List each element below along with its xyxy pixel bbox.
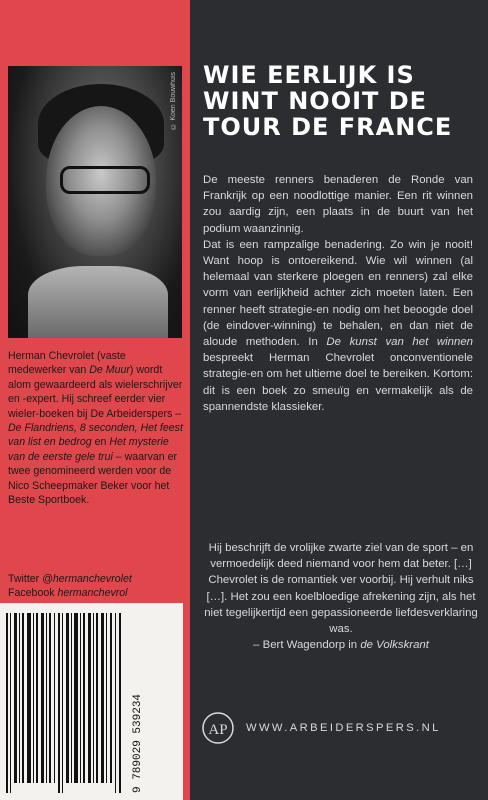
quote-source: de Volkskrant (360, 639, 429, 652)
title-line-1: WIE EERLIJK IS (203, 61, 415, 89)
twitter-line: Twitter @hermanchevrolet (8, 573, 132, 585)
author-hands (28, 266, 168, 338)
review-quote (200, 540, 482, 653)
bio-text-1: Herman Chevrolet (vaste medewerker van (8, 350, 126, 377)
bio-book-4: Het mysterie van de eerste gele trui (8, 436, 169, 463)
bio-books: De Flandriens, 8 seconden, Het feest van list en bedrog (8, 422, 183, 449)
blurb-book-title: De kunst van het winnen (326, 336, 473, 349)
publisher-logo-text: AP (208, 722, 228, 738)
barcode-box (0, 603, 183, 800)
bio-text-3: en (91, 436, 110, 449)
blurb-paragraph-2: Dat is een rampzalige benadering. Zo win je nooit! Want hoop is ontoereikend. Wie wil winnen (al helemaal van sterkere ploegen en renners) zal elke vorm van eerlijkheid achter zich moeten laten. Een renner heeft strategie-en nodig om het beoogde doel (de eindover-winning) te behalen, en dan niet de aloude methoden. In De kunst van het winnen bespreekt Herman Chevrolet onconventionele strategie-en om het ultieme doel te bereiken. Kortom: dit is een boek zo smeuïg en vermakelijk als de spannendste klassieker. (203, 238, 473, 413)
barcode (6, 613, 124, 793)
photo-credit: © Koen Bouwhuis (170, 72, 177, 130)
quote-text: Hij beschrijft de vrolijke zwarte ziel van de sport – en vermoedelijk deed niemand voor hem dat beter. […] Chevrolet is de romantiek ver voorbij. Hij verhult niks […]. Het zou een koelbloedige afrekening zijn, als het niet tegelijkertijd een gepassioneerde liefdesverklaring was. (204, 542, 478, 636)
bio-text-2: ) wordt alom gewaardeerd als wielerschrijver en -expert. Hij schreef eerder vier wieler-boeken bij De Arbeiderspers – (8, 364, 183, 420)
author-bio (8, 349, 184, 507)
title-line-3: TOUR DE FRANCE (203, 113, 453, 141)
book-blurb (203, 172, 473, 415)
twitter-handle: @hermanchevrolet (42, 573, 132, 585)
facebook-handle: hermanchevrol (57, 587, 128, 600)
book-title (203, 62, 473, 140)
publisher-website[interactable]: WWW.ARBEIDERSPERS.NL (246, 722, 441, 734)
author-social (8, 572, 184, 601)
facebook-line: Facebook hermanchevrol (8, 587, 128, 600)
blurb-paragraph-1: De meeste renners benaderen de Ronde van Frankrijk op een noodlottige manier. Een rit winnen zou aardig zijn, een plaats in de buurt van het podium waanzinnig. (203, 174, 473, 235)
bio-magazine: De Muur (89, 364, 130, 377)
title-line-2: WINT NOOIT DE (203, 87, 428, 115)
quote-attribution: – Bert Wagendorp in de Volkskrant (253, 639, 429, 652)
author-glasses (60, 166, 150, 194)
publisher-logo (202, 712, 234, 744)
author-photo (8, 66, 182, 338)
red-panel (0, 0, 190, 800)
isbn-number: 9 789029 539234 (132, 693, 144, 793)
bio-text-4: – waarvan er twee genomineerd werden voor de Nico Scheepmaker Beker voor het Beste Sportboek. (8, 450, 178, 507)
